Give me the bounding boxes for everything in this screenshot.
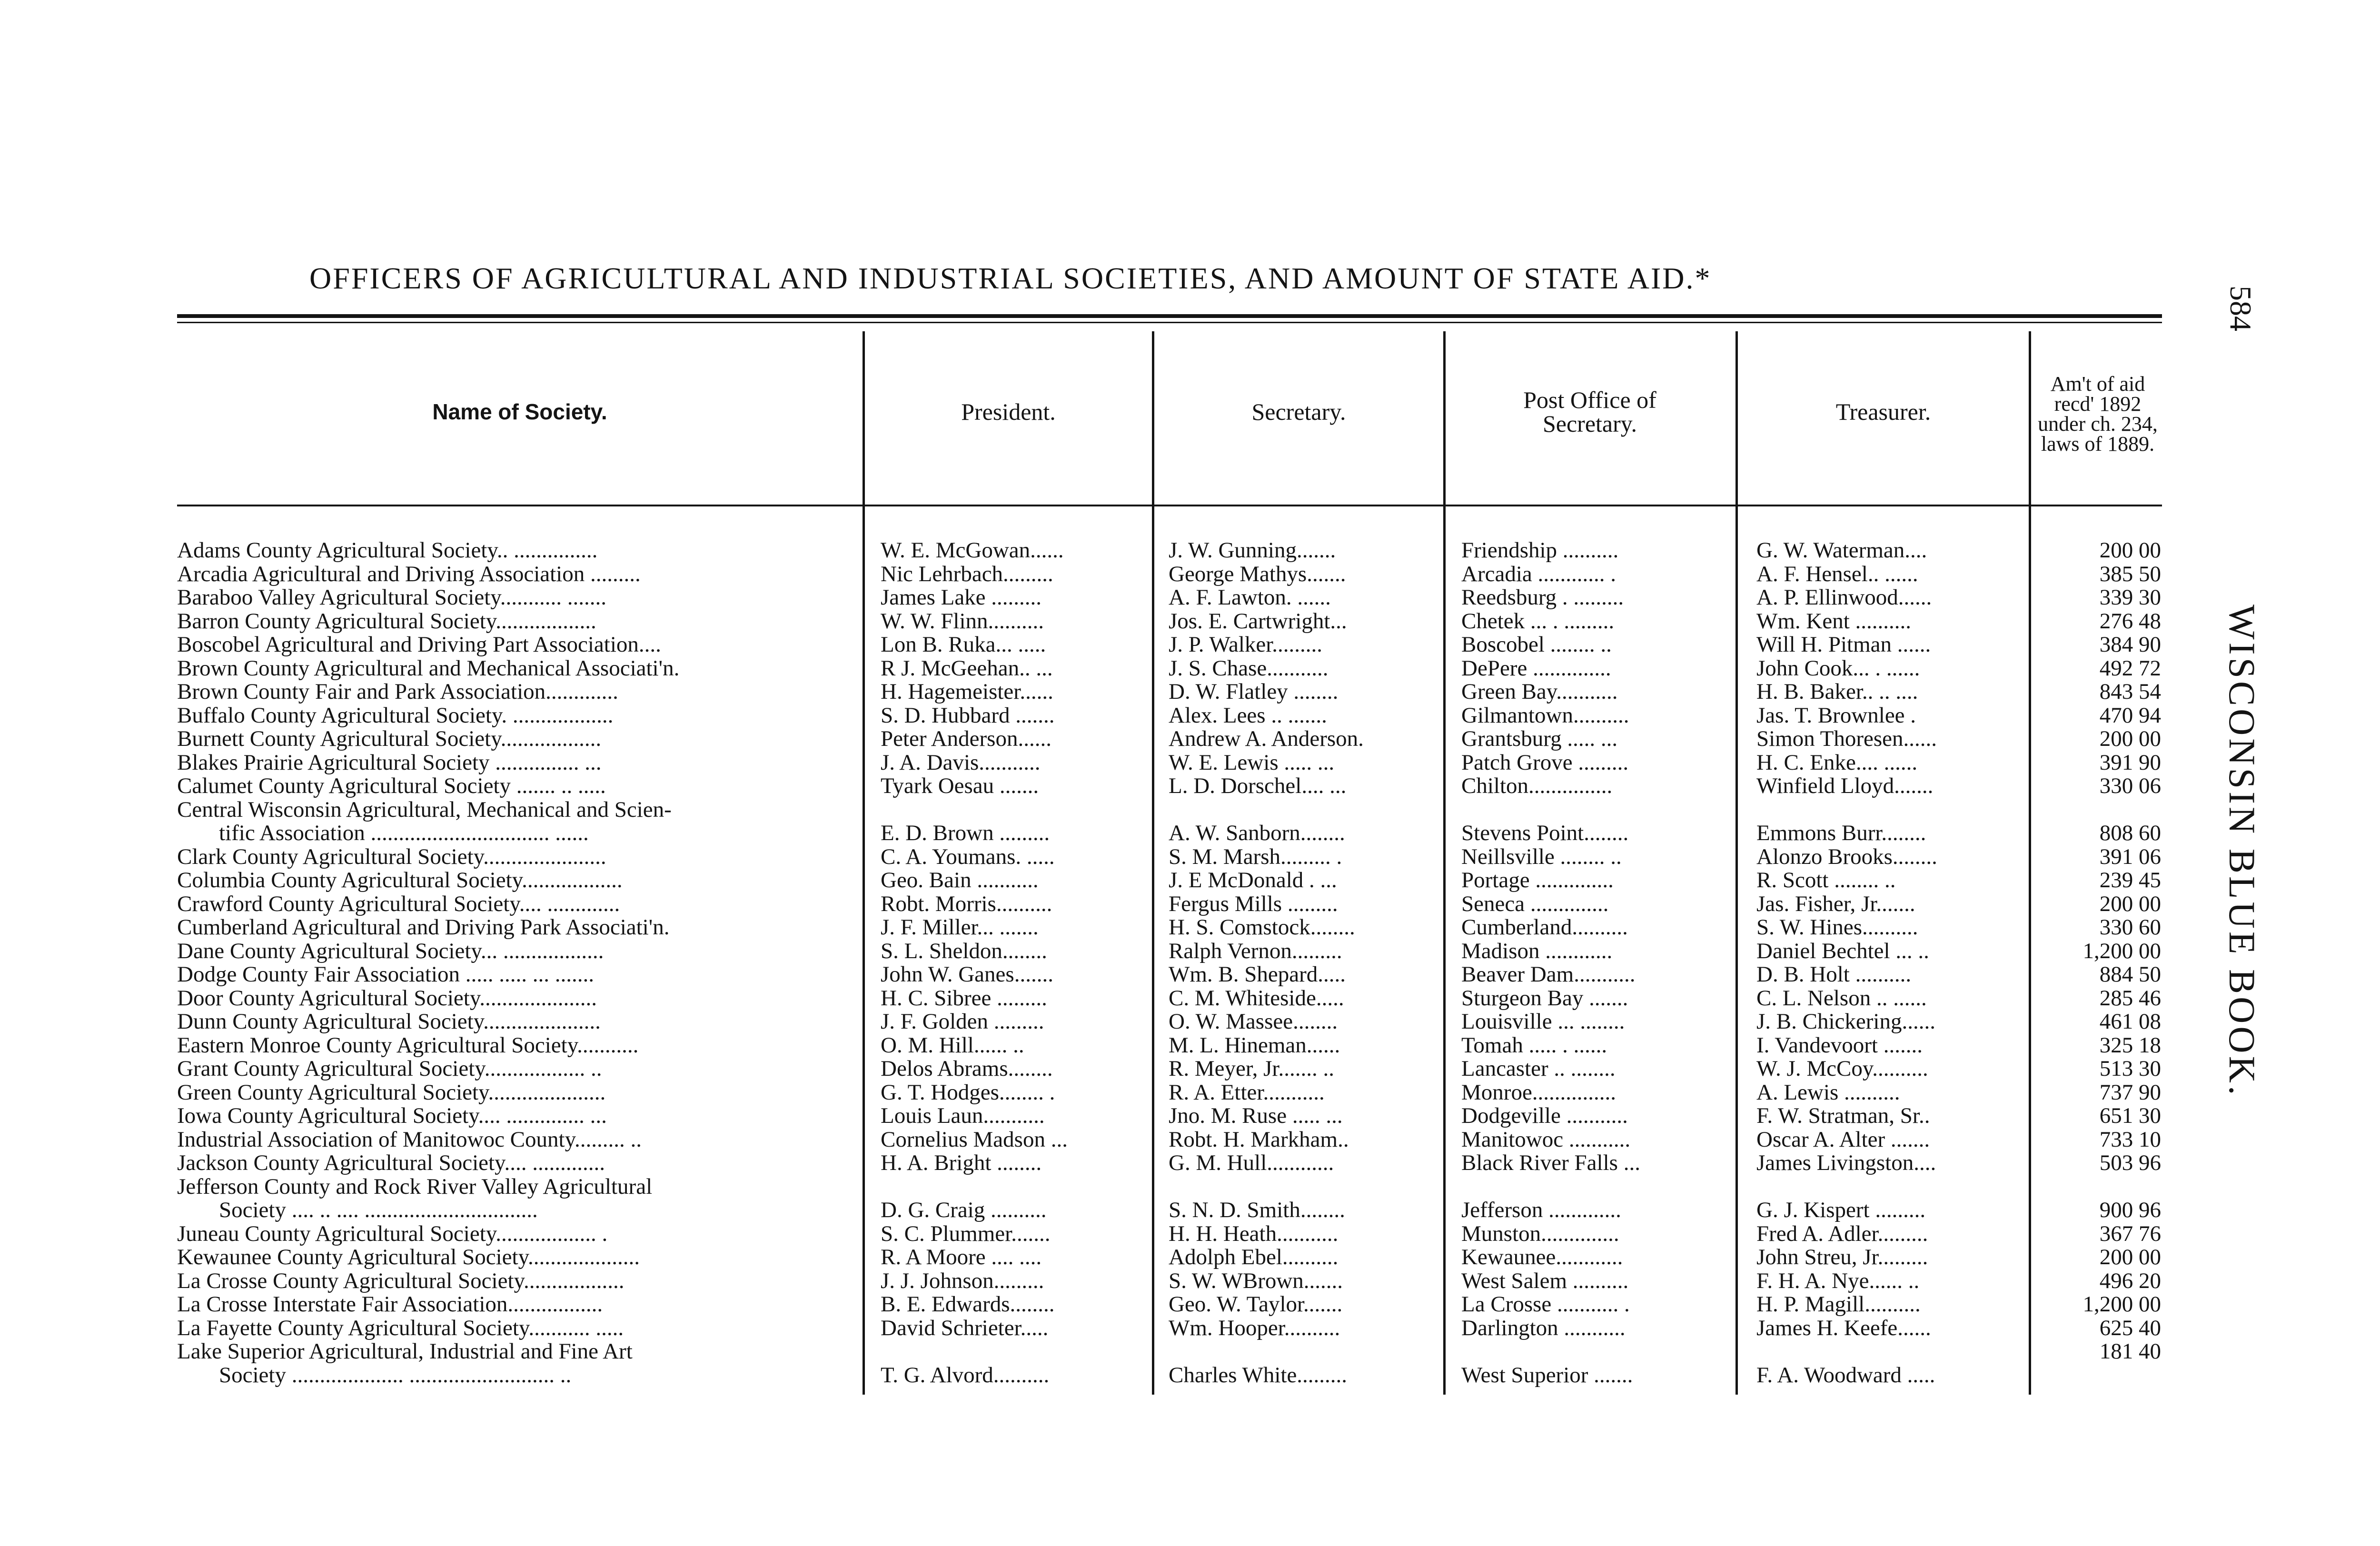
secretary: J. P. Walker......... [1169,633,1323,656]
treasurer: D. B. Holt .......... [1756,963,1912,986]
aid-amount: 384 90 [2099,633,2161,656]
post-office: Louisville ... ........ [1461,1010,1625,1033]
society-name: Dunn County Agricultural Society..................... [177,1010,601,1033]
society-name: Eastern Monroe County Agricultural Society........... [177,1034,639,1057]
column-separator [2029,331,2031,1395]
post-office: Stevens Point........ [1461,822,1629,845]
president: D. G. Craig .......... [881,1199,1047,1222]
secretary: Robt. H. Markham.. [1169,1128,1349,1151]
secretary: Adolph Ebel.......... [1169,1246,1339,1269]
secretary: A. W. Sanborn........ [1169,822,1345,845]
aid-amount: 276 48 [2099,610,2161,633]
secretary: J. W. Gunning....... [1169,539,1336,562]
treasurer: H. B. Baker.. .. .... [1756,680,1918,704]
secretary: Charles White......... [1169,1364,1348,1387]
column-separator [863,331,865,1395]
secretary: S. N. D. Smith........ [1169,1199,1345,1222]
post-office: Madison ............ [1461,940,1613,963]
aid-amount: 330 60 [2099,916,2161,939]
president: Louis Laun........... [881,1104,1045,1128]
post-office: Dodgeville ........... [1461,1104,1628,1128]
treasurer: A. Lewis .......... [1756,1081,1900,1104]
page-title: OFFICERS OF AGRICULTURAL AND INDUSTRIAL SOCIETIES, AND AMOUNT OF STATE AID.* [309,261,1712,295]
treasurer: R. Scott ........ .. [1756,869,1896,892]
president: H. C. Sibree ......... [881,987,1047,1010]
president: T. G. Alvord.......... [881,1364,1050,1387]
society-name: Calumet County Agricultural Society ....... .. ..... [177,774,606,798]
president: John W. Ganes....... [881,963,1053,986]
treasurer: Jas. Fisher, Jr....... [1756,892,1915,916]
society-name: Jackson County Agricultural Society.... ............. [177,1151,605,1175]
aid-amount: 625 40 [2099,1317,2161,1340]
aid-amount: 733 10 [2099,1128,2161,1151]
president: S. L. Sheldon........ [881,940,1047,963]
society-name: Burnett County Agricultural Society.................. [177,727,602,751]
treasurer: Fred A. Adler......... [1756,1222,1928,1246]
treasurer: S. W. Hines.......... [1756,916,1918,939]
society-name: Columbia County Agricultural Society.................. [177,869,623,892]
post-office: Black River Falls ... [1461,1151,1640,1175]
president: H. Hagemeister...... [881,680,1053,704]
society-name: Adams County Agricultural Society.. ............... [177,539,598,562]
secretary: R. Meyer, Jr....... .. [1169,1057,1334,1080]
top-rule-thin [177,322,2162,323]
secretary: W. E. Lewis ..... ... [1169,751,1335,774]
secretary: A. F. Lawton. ...... [1169,586,1331,609]
secretary: R. A. Etter........... [1169,1081,1325,1104]
post-office: Monroe............... [1461,1081,1616,1104]
president: H. A. Bright ........ [881,1151,1042,1175]
society-name: Cumberland Agricultural and Driving Park Associati'n. [177,916,670,939]
aid-amount: 181 40 [2099,1340,2161,1363]
president: Geo. Bain ........... [881,869,1039,892]
secretary: O. W. Massee........ [1169,1010,1338,1033]
secretary: Wm. Hooper.......... [1169,1317,1340,1340]
aid-amount: 239 45 [2099,869,2161,892]
president: O. M. Hill...... .. [881,1034,1024,1057]
post-office: Kewaunee............ [1461,1246,1623,1269]
society-name: La Fayette County Agricultural Society........... ..... [177,1317,624,1340]
secretary: Jno. M. Ruse ..... ... [1169,1104,1343,1128]
header-treasurer: Treasurer. [1835,398,1931,425]
president: B. E. Edwards........ [881,1293,1055,1316]
treasurer: W. J. McCoy.......... [1756,1057,1928,1080]
header-president: President. [961,398,1056,425]
treasurer: G. J. Kispert ......... [1756,1199,1926,1222]
post-office: Seneca .............. [1461,892,1609,916]
post-office: Friendship .......... [1461,539,1619,562]
post-office: Grantsburg ..... ... [1461,727,1618,751]
post-office: Patch Grove ......... [1461,751,1629,774]
aid-amount: 496 20 [2099,1269,2161,1293]
column-separator [1443,331,1446,1395]
post-office: Manitowoc ........... [1461,1128,1631,1151]
post-office: Portage .............. [1461,869,1614,892]
post-office: Chetek ... . ......... [1461,610,1615,633]
aid-amount: 503 96 [2099,1151,2161,1175]
secretary: L. D. Dorschel.... ... [1169,774,1347,798]
treasurer: John Cook... . ...... [1756,657,1920,680]
aid-amount: 461 08 [2099,1010,2161,1033]
president: James Lake ......... [881,586,1042,609]
post-office: Sturgeon Bay ....... [1461,987,1628,1010]
secretary: J. E McDonald . ... [1169,869,1337,892]
post-office: Gilmantown.......... [1461,704,1629,727]
aid-amount: 367 76 [2099,1222,2161,1246]
society-name: Green County Agricultural Society..................... [177,1081,606,1104]
aid-amount: 200 00 [2099,1246,2161,1269]
header-bottom-rule [177,505,2162,506]
running-head: WISCONSIN BLUE BOOK. [2221,605,2263,1098]
post-office: DePere .............. [1461,657,1611,680]
secretary: M. L. Hineman...... [1169,1034,1340,1057]
society-name: Buffalo County Agricultural Society. .................. [177,704,614,727]
secretary: Geo. W. Taylor....... [1169,1293,1343,1316]
society-name: Juneau County Agricultural Society.................. . [177,1222,608,1246]
president: Cornelius Madson ... [881,1128,1068,1151]
treasurer: H. P. Magill.......... [1756,1293,1921,1316]
treasurer: A. F. Hensel.. ...... [1756,563,1918,586]
president: R J. McGeehan.. ... [881,657,1053,680]
aid-amount: 339 30 [2099,586,2161,609]
treasurer: I. Vandevoort ....... [1756,1034,1923,1057]
president: E. D. Brown ......... [881,822,1050,845]
president: C. A. Youmans. ..... [881,845,1055,869]
top-rule-thick [177,314,2162,318]
society-name: Dodge County Fair Association ..... ..... ... ....... [177,963,594,986]
treasurer: Emmons Burr........ [1756,822,1926,845]
treasurer: J. B. Chickering...... [1756,1010,1935,1033]
aid-amount: 391 90 [2099,751,2161,774]
aid-amount: 651 30 [2099,1104,2161,1128]
society-name: Clark County Agricultural Society...................... [177,845,606,869]
secretary: Ralph Vernon......... [1169,940,1342,963]
society-name: Jefferson County and Rock River Valley Agricultural [177,1175,653,1199]
president: W. E. McGowan...... [881,539,1064,562]
society-name: Dane County Agricultural Society... .................. [177,940,604,963]
president: Peter Anderson...... [881,727,1051,751]
society-name: Brown County Agricultural and Mechanical Associati'n. [177,657,680,680]
president: S. D. Hubbard ....... [881,704,1055,727]
aid-amount: 330 06 [2099,774,2161,798]
treasurer: Simon Thoresen...... [1756,727,1937,751]
post-office: La Crosse ........... . [1461,1293,1630,1316]
post-office: West Salem .......... [1461,1269,1629,1293]
aid-amount: 1,200 00 [2082,940,2161,963]
treasurer: Alonzo Brooks........ [1756,845,1937,869]
post-office: West Superior ....... [1461,1364,1633,1387]
aid-amount: 1,200 00 [2082,1293,2161,1316]
society-name: Industrial Association of Manitowoc County......... .. [177,1128,642,1151]
secretary: Fergus Mills ......... [1169,892,1338,916]
aid-amount: 200 00 [2099,727,2161,751]
president: Nic Lehrbach......... [881,563,1053,586]
aid-amount: 470 94 [2099,704,2161,727]
treasurer: John Streu, Jr......... [1756,1246,1928,1269]
secretary: D. W. Flatley ........ [1169,680,1339,704]
aid-amount: 325 18 [2099,1034,2161,1057]
society-name: Baraboo Valley Agricultural Society........... ....... [177,586,606,609]
treasurer: James Livingston.... [1756,1151,1936,1175]
header-secretary: Secretary. [1251,398,1346,425]
secretary: H. S. Comstock........ [1169,916,1355,939]
society-name-continuation: Society .................... .......................... .. [219,1364,572,1387]
post-office: Cumberland.......... [1461,916,1628,939]
aid-amount: 843 54 [2099,680,2161,704]
treasurer: A. P. Ellinwood...... [1756,586,1932,609]
secretary: H. H. Heath........... [1169,1222,1339,1246]
president: David Schrieter..... [881,1317,1049,1340]
treasurer: Oscar A. Alter ....... [1756,1128,1930,1151]
secretary: Alex. Lees .. ....... [1169,704,1327,727]
society-name: Lake Superior Agricultural, Industrial and Fine Art [177,1340,633,1363]
aid-amount: 200 00 [2099,539,2161,562]
secretary: G. M. Hull............ [1169,1151,1334,1175]
president: G. T. Hodges........ . [881,1081,1055,1104]
president: R. A Moore .... .... [881,1246,1042,1269]
secretary: Wm. B. Shepard..... [1169,963,1346,986]
secretary: Jos. E. Cartwright... [1169,610,1347,633]
post-office: Neillsville ........ .. [1461,845,1622,869]
secretary: George Mathys....... [1169,563,1346,586]
treasurer: James H. Keefe...... [1756,1317,1931,1340]
president: S. C. Plummer....... [881,1222,1051,1246]
post-office: Reedsburg . ......... [1461,586,1624,609]
column-separator [1152,331,1154,1395]
treasurer: Will H. Pitman ...... [1756,633,1931,656]
society-name: La Crosse Interstate Fair Association................. [177,1293,603,1316]
aid-amount: 285 46 [2099,987,2161,1010]
post-office: Munston.............. [1461,1222,1619,1246]
society-name: Iowa County Agricultural Society.... .............. ... [177,1104,607,1128]
treasurer: C. L. Nelson .. ...... [1756,987,1927,1010]
society-name-continuation: tific Association ................................ ...... [219,822,589,845]
society-name-continuation: Society .... .. .... ............................... [219,1199,538,1222]
post-office: Darlington ........... [1461,1317,1626,1340]
aid-amount: 900 96 [2099,1199,2161,1222]
aid-amount: 513 30 [2099,1057,2161,1080]
president: Lon B. Ruka... ..... [881,633,1046,656]
president: W. W. Flinn.......... [881,610,1044,633]
treasurer: F. H. A. Nye...... .. [1756,1269,1920,1293]
secretary: J. S. Chase........... [1169,657,1329,680]
secretary: Andrew A. Anderson. [1169,727,1364,751]
treasurer: F. A. Woodward ..... [1756,1364,1935,1387]
post-office: Beaver Dam........... [1461,963,1636,986]
aid-amount: 492 72 [2099,657,2161,680]
aid-amount: 808 60 [2099,822,2161,845]
post-office: Jefferson ............. [1461,1199,1621,1222]
society-name: Crawford County Agricultural Society.... ............. [177,892,620,916]
aid-amount: 391 06 [2099,845,2161,869]
treasurer: F. W. Stratman, Sr.. [1756,1104,1930,1128]
post-office: Lancaster .. ........ [1461,1057,1616,1080]
treasurer: Winfield Lloyd....... [1756,774,1934,798]
society-name: Arcadia Agricultural and Driving Association ......... [177,563,641,586]
post-office: Green Bay........... [1461,680,1618,704]
column-separator [1735,331,1738,1395]
post-office: Tomah ..... . ...... [1461,1034,1607,1057]
president: J. F. Golden ......... [881,1010,1044,1033]
secretary: S. M. Marsh......... . [1169,845,1342,869]
secretary: S. W. WBrown....... [1169,1269,1343,1293]
treasurer: G. W. Waterman.... [1756,539,1927,562]
society-name: Door County Agricultural Society..................... [177,987,597,1010]
society-name: Boscobel Agricultural and Driving Part Association.... [177,633,661,656]
aid-amount: 385 50 [2099,563,2161,586]
society-name: Barron County Agricultural Society.................. [177,610,596,633]
treasurer: H. C. Enke.... ...... [1756,751,1918,774]
header-name-of-society: Name of Society. [432,399,607,424]
treasurer: Wm. Kent .......... [1756,610,1912,633]
president: J. A. Davis........... [881,751,1041,774]
aid-amount: 737 90 [2099,1081,2161,1104]
society-name: Grant County Agricultural Society.................. .. [177,1057,602,1080]
aid-amount: 200 00 [2099,892,2161,916]
header-post-office: Post Office of Secretary. [1523,386,1656,437]
president: J. F. Miller... ....... [881,916,1039,939]
page-number: 584 [2224,286,2258,331]
post-office: Chilton............... [1461,774,1613,798]
society-name: La Crosse County Agricultural Society.................. [177,1269,625,1293]
header-amount: Am't of aid recd' 1892 under ch. 234, laws of 1889. [2038,372,2158,456]
president: J. J. Johnson......... [881,1269,1044,1293]
post-office: Arcadia ............ . [1461,563,1616,586]
president: Robt. Morris.......... [881,892,1052,916]
treasurer: Daniel Bechtel ... .. [1756,940,1929,963]
society-name: Blakes Prairie Agricultural Society ............... ... [177,751,602,774]
president: Tyark Oesau ....... [881,774,1039,798]
secretary: C. M. Whiteside..... [1169,987,1344,1010]
post-office: Boscobel ........ .. [1461,633,1612,656]
treasurer: Jas. T. Brownlee . [1756,704,1916,727]
society-name: Central Wisconsin Agricultural, Mechanical and Scien- [177,798,672,822]
president: Delos Abrams........ [881,1057,1053,1080]
society-name: Kewaunee County Agricultural Society.................... [177,1246,640,1269]
aid-amount: 884 50 [2099,963,2161,986]
society-name: Brown County Fair and Park Association............. [177,680,618,704]
